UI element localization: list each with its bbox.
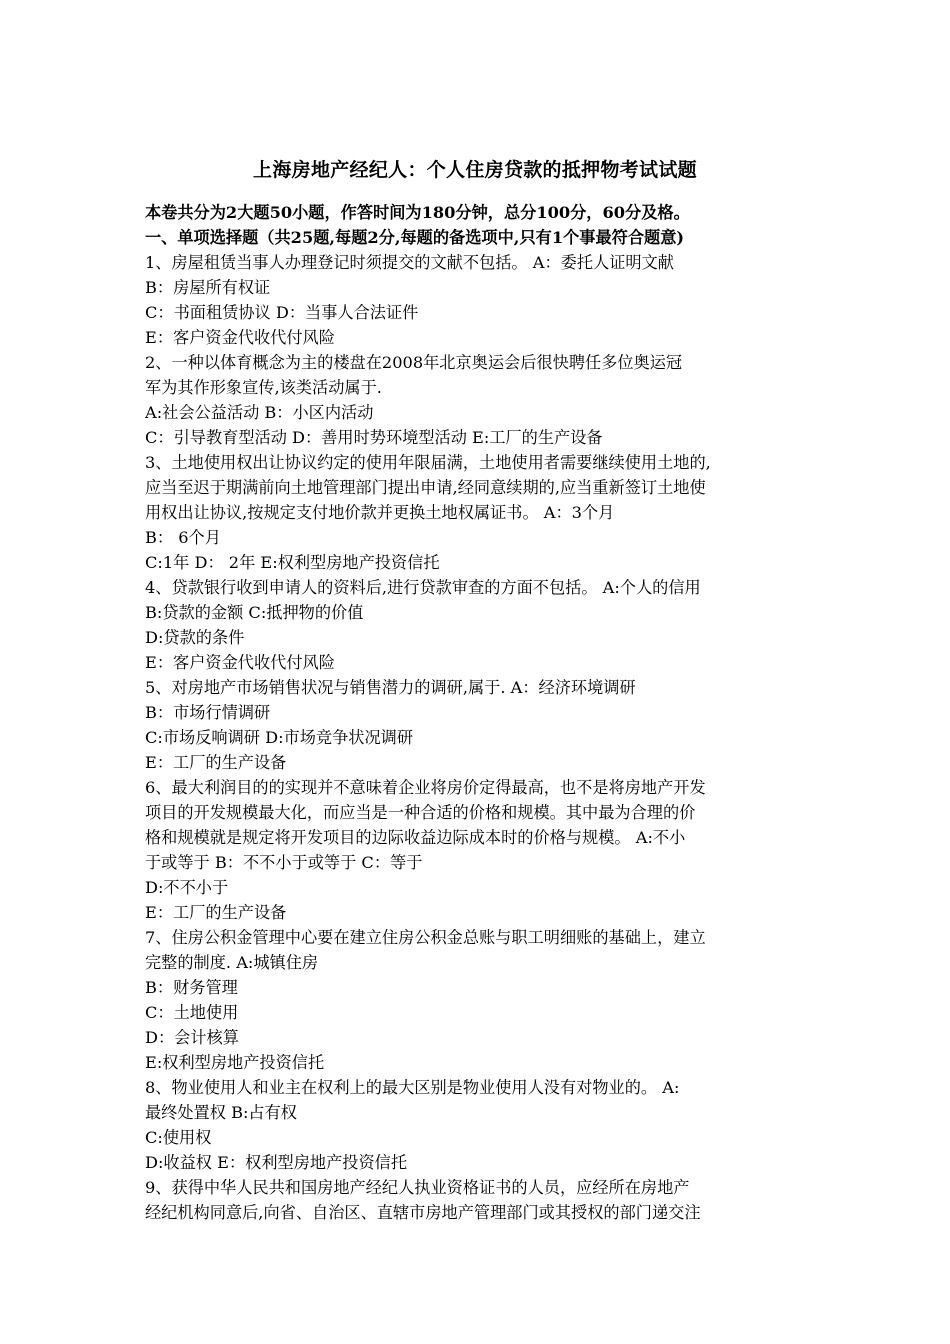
text-line: 项目的开发规模最大化，而应当是一种合适的价格和规模。其中最为合理的价 — [145, 803, 696, 822]
text-line: 经纪机构同意后,向省、自治区、直辖市房地产管理部门或其授权的部门递交注 — [145, 1203, 701, 1222]
text-line: A:社会公益活动 B：小区内活动 — [145, 403, 374, 422]
text-line: C:市场反响调研 D:市场竞争状况调研 — [145, 728, 414, 747]
text-line: 2、一种以体育概念为主的楼盘在2008年北京奥运会后很快聘任多位奥运冠 — [145, 353, 683, 372]
text-line: D:不不小于 — [145, 878, 229, 897]
text-line: E：工厂的生产设备 — [145, 753, 287, 772]
text-line: D:贷款的条件 — [145, 628, 245, 647]
text-line: B： 6个月 — [145, 528, 221, 547]
text-line: E:权利型房地产投资信托 — [145, 1053, 325, 1072]
text-line: 5、对房地产市场销售状况与销售潜力的调研,属于. A：经济环境调研 — [145, 678, 636, 697]
text-line: 3、土地使用权出让协议约定的使用年限届满，土地使用者需要继续使用土地的, — [145, 453, 711, 472]
text-line: 1、房屋租赁当事人办理登记时须提交的文献不包括。 A：委托人证明文献 — [145, 253, 674, 272]
text-line: 4、贷款银行收到申请人的资料后,进行贷款审查的方面不包括。 A:个人的信用 — [145, 578, 701, 597]
text-line: 格和规模就是规定将开发项目的边际收益边际成本时的价格与规模。 A:不小 — [145, 828, 686, 847]
text-line: 最终处置权 B:占有权 — [145, 1103, 297, 1122]
text-line: 用权出让协议,按规定支付地价款并更换土地权属证书。 A：3个月 — [145, 503, 615, 522]
text-line: 完整的制度. A:城镇住房 — [145, 953, 319, 972]
text-line: C：引导教育型活动 D：善用时势环境型活动 E:工厂的生产设备 — [145, 428, 603, 447]
text-line: E：客户资金代收代付风险 — [145, 328, 335, 347]
text-line: B：房屋所有权证 — [145, 278, 271, 297]
text-line: B:贷款的金额 C:抵押物的价值 — [145, 603, 364, 622]
text-line: C：土地使用 — [145, 1003, 239, 1022]
text-line: 6、最大利润目的的实现并不意味着企业将房价定得最高，也不是将房地产开发 — [145, 778, 706, 797]
document-body — [145, 200, 813, 1225]
text-line: 军为其作形象宣传,该类活动属于. — [145, 378, 382, 397]
section-heading-line: 一、单项选择题（共25题,每题2分,每题的备选项中,只有1个事最符合题意) — [145, 228, 685, 247]
section-heading-line: 本卷共分为2大题50小题，作答时间为180分钟，总分100分，60分及格。 — [145, 203, 690, 222]
text-line: B：财务管理 — [145, 978, 238, 997]
text-line: 9、获得中华人民共和国房地产经纪人执业资格证书的人员，应经所在房地产 — [145, 1178, 690, 1197]
text-line: 应当至迟于期满前向土地管理部门提出申请,经同意续期的,应当重新签订土地使 — [145, 478, 706, 497]
text-line: E：客户资金代收代付风险 — [145, 653, 335, 672]
text-line: E：工厂的生产设备 — [145, 903, 287, 922]
text-line: C:1年 D： 2年 E:权利型房地产投资信托 — [145, 553, 440, 572]
document-title: 上海房地产经纪人：个人住房贷款的抵押物考试试题 — [253, 159, 697, 181]
text-line: B：市场行情调研 — [145, 703, 271, 722]
text-line: C：书面租赁协议 D：当事人合法证件 — [145, 303, 419, 322]
text-line: D:收益权 E：权利型房地产投资信托 — [145, 1153, 408, 1172]
text-line: C:使用权 — [145, 1128, 212, 1147]
text-line: D：会计核算 — [145, 1028, 239, 1047]
text-line: 8、物业使用人和业主在权利上的最大区别是物业使用人没有对物业的。 A: — [145, 1078, 680, 1097]
text-line: 7、住房公积金管理中心要在建立住房公积金总账与职工明细账的基础上，建立 — [145, 928, 706, 947]
text-line: 于或等于 B：不不小于或等于 C：等于 — [145, 853, 423, 872]
